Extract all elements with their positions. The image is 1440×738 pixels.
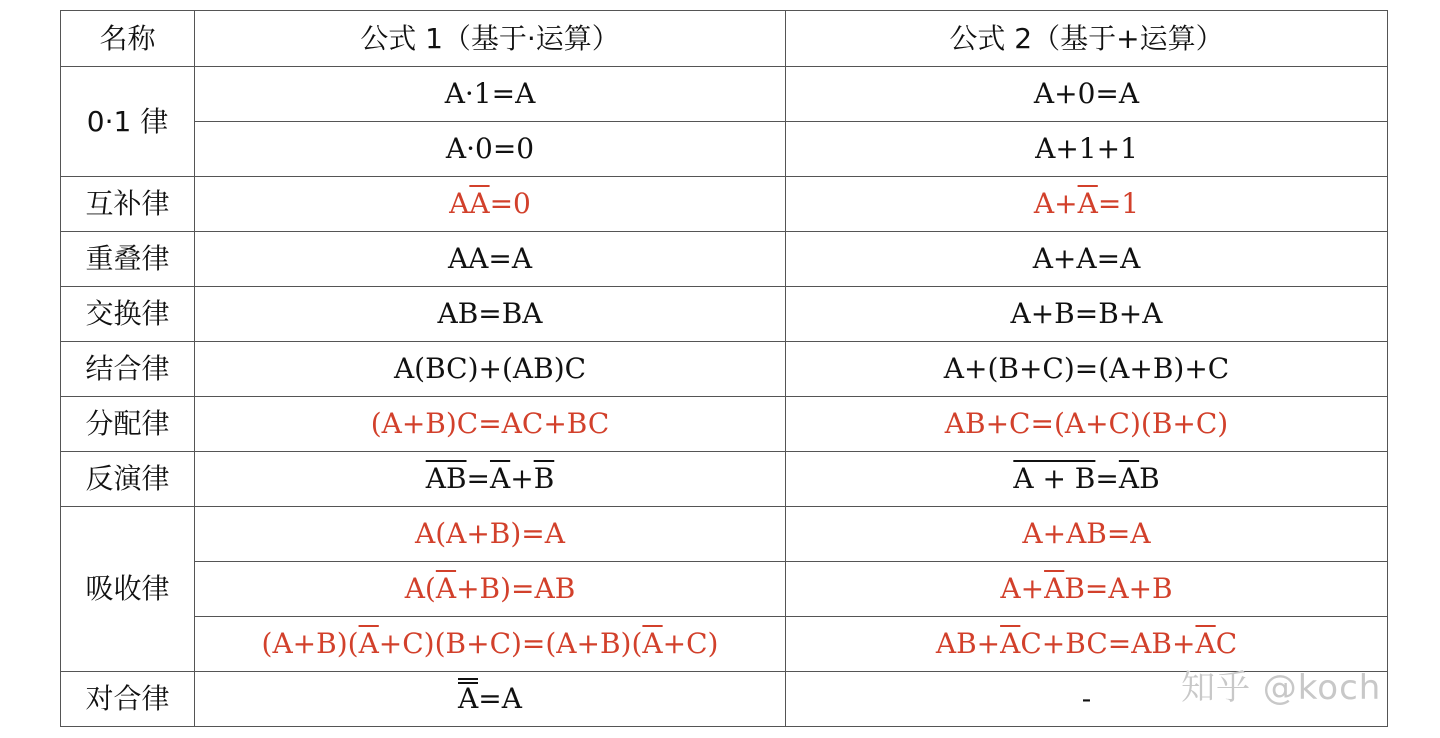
cell-abs1-f1: A(A+B)=A: [195, 507, 786, 562]
cell-dist-f2: AB+C=(A+C)(B+C): [786, 397, 1388, 452]
overline-term: $\overline{A}$: [358, 627, 379, 660]
cell-comm-f2: A+B=B+A: [786, 287, 1388, 342]
formula-part: A: [449, 187, 470, 220]
formula-part: A(: [404, 572, 436, 605]
formula-part: AB+: [935, 627, 1001, 660]
overline-term: $\overline{A}$: [1044, 572, 1065, 605]
boolean-laws-table: [60, 10, 1388, 727]
formula-part: +C): [662, 627, 719, 660]
table-row: [61, 122, 1388, 177]
formula-part: +: [510, 462, 534, 495]
overline-term: $\overline{AB}$: [425, 462, 467, 495]
overline-term: A + B: [1013, 462, 1096, 495]
header-formula2: 公式 2（基于+运算）: [786, 11, 1388, 67]
cell-zo2-f2: A+1+1: [786, 122, 1388, 177]
formula-part: B: [1139, 462, 1160, 495]
cell-dm-f2: [786, 452, 1388, 507]
cell-idem-f1: AA=A: [195, 232, 786, 287]
overline-term: $\overline{A}$: [1000, 627, 1021, 660]
watermark: 知乎 @koch: [1181, 668, 1382, 708]
overline-term: $\overline{A}$: [469, 187, 490, 220]
law-commutative: 交换律: [61, 287, 195, 342]
overline-term: $\overline{A}$: [1077, 187, 1098, 220]
formula-part: (A+B)(: [261, 627, 359, 660]
double-overline-term: A: [458, 682, 479, 715]
table-row: [61, 232, 1388, 287]
law-demorgan: 反演律: [61, 452, 195, 507]
cell-dm-f1: [195, 452, 786, 507]
table-row: [61, 562, 1388, 617]
header-name: 名称: [61, 11, 195, 67]
cell-inv-f2: -: [786, 672, 1388, 727]
law-complement: 互补律: [61, 177, 195, 232]
formula-part: =0: [489, 187, 531, 220]
law-absorption: 吸收律: [61, 507, 195, 672]
table-row: [61, 177, 1388, 232]
law-associative: 结合律: [61, 342, 195, 397]
cell-comp-f2: [786, 177, 1388, 232]
cell-assoc-f1: A(BC)+(AB)C: [195, 342, 786, 397]
law-idempotent: 重叠律: [61, 232, 195, 287]
law-zero-one: 0·1 律: [61, 67, 195, 177]
formula-part: C+BC=AB+: [1020, 627, 1196, 660]
formula-part: A+: [1000, 572, 1045, 605]
formula-part: =A: [478, 682, 522, 715]
table-row: [61, 507, 1388, 562]
formula-part: +B)=AB: [456, 572, 576, 605]
overline-term: $\overline{A}$: [1118, 462, 1140, 495]
cell-dist-f1: (A+B)C=AC+BC: [195, 397, 786, 452]
formula-part: +C)(B+C)=(A+B)(: [378, 627, 643, 660]
cell-abs3-f1: [195, 617, 786, 672]
overline-term: $\overline{B}$: [533, 462, 555, 495]
cell-comm-f1: AB=BA: [195, 287, 786, 342]
cell-zo1-f2: A+0=A: [786, 67, 1388, 122]
header-formula1: 公式 1（基于·运算）: [195, 11, 786, 67]
cell-abs2-f1: [195, 562, 786, 617]
cell-assoc-f2: A+(B+C)=(A+B)+C: [786, 342, 1388, 397]
cell-idem-f2: A+A=A: [786, 232, 1388, 287]
formula-part: C: [1215, 627, 1238, 660]
overline-term: $\overline{A}$: [489, 462, 511, 495]
table-row: [61, 67, 1388, 122]
cell-zo1-f1: A·1=A: [195, 67, 786, 122]
formula-part: =1: [1097, 187, 1140, 220]
formula-part: =: [1095, 462, 1119, 495]
table-row: [61, 342, 1388, 397]
table-row: [61, 452, 1388, 507]
table-row: [61, 397, 1388, 452]
formula-part: B=A+B: [1064, 572, 1173, 605]
cell-inv-f1: [195, 672, 786, 727]
overline-term: $\overline{A}$: [435, 572, 457, 605]
cell-comp-f1: [195, 177, 786, 232]
cell-zo2-f1: A·0=0: [195, 122, 786, 177]
formula-part: =: [466, 462, 490, 495]
table-row: [61, 287, 1388, 342]
overline-term: $\overline{A}$: [1195, 627, 1216, 660]
law-involution: 对合律: [61, 672, 195, 727]
cell-abs1-f2: A+AB=A: [786, 507, 1388, 562]
law-distributive: 分配律: [61, 397, 195, 452]
overline-term: $\overline{A}$: [642, 627, 663, 660]
formula-part: A+: [1033, 187, 1078, 220]
cell-abs2-f2: [786, 562, 1388, 617]
header-row: [61, 11, 1388, 67]
